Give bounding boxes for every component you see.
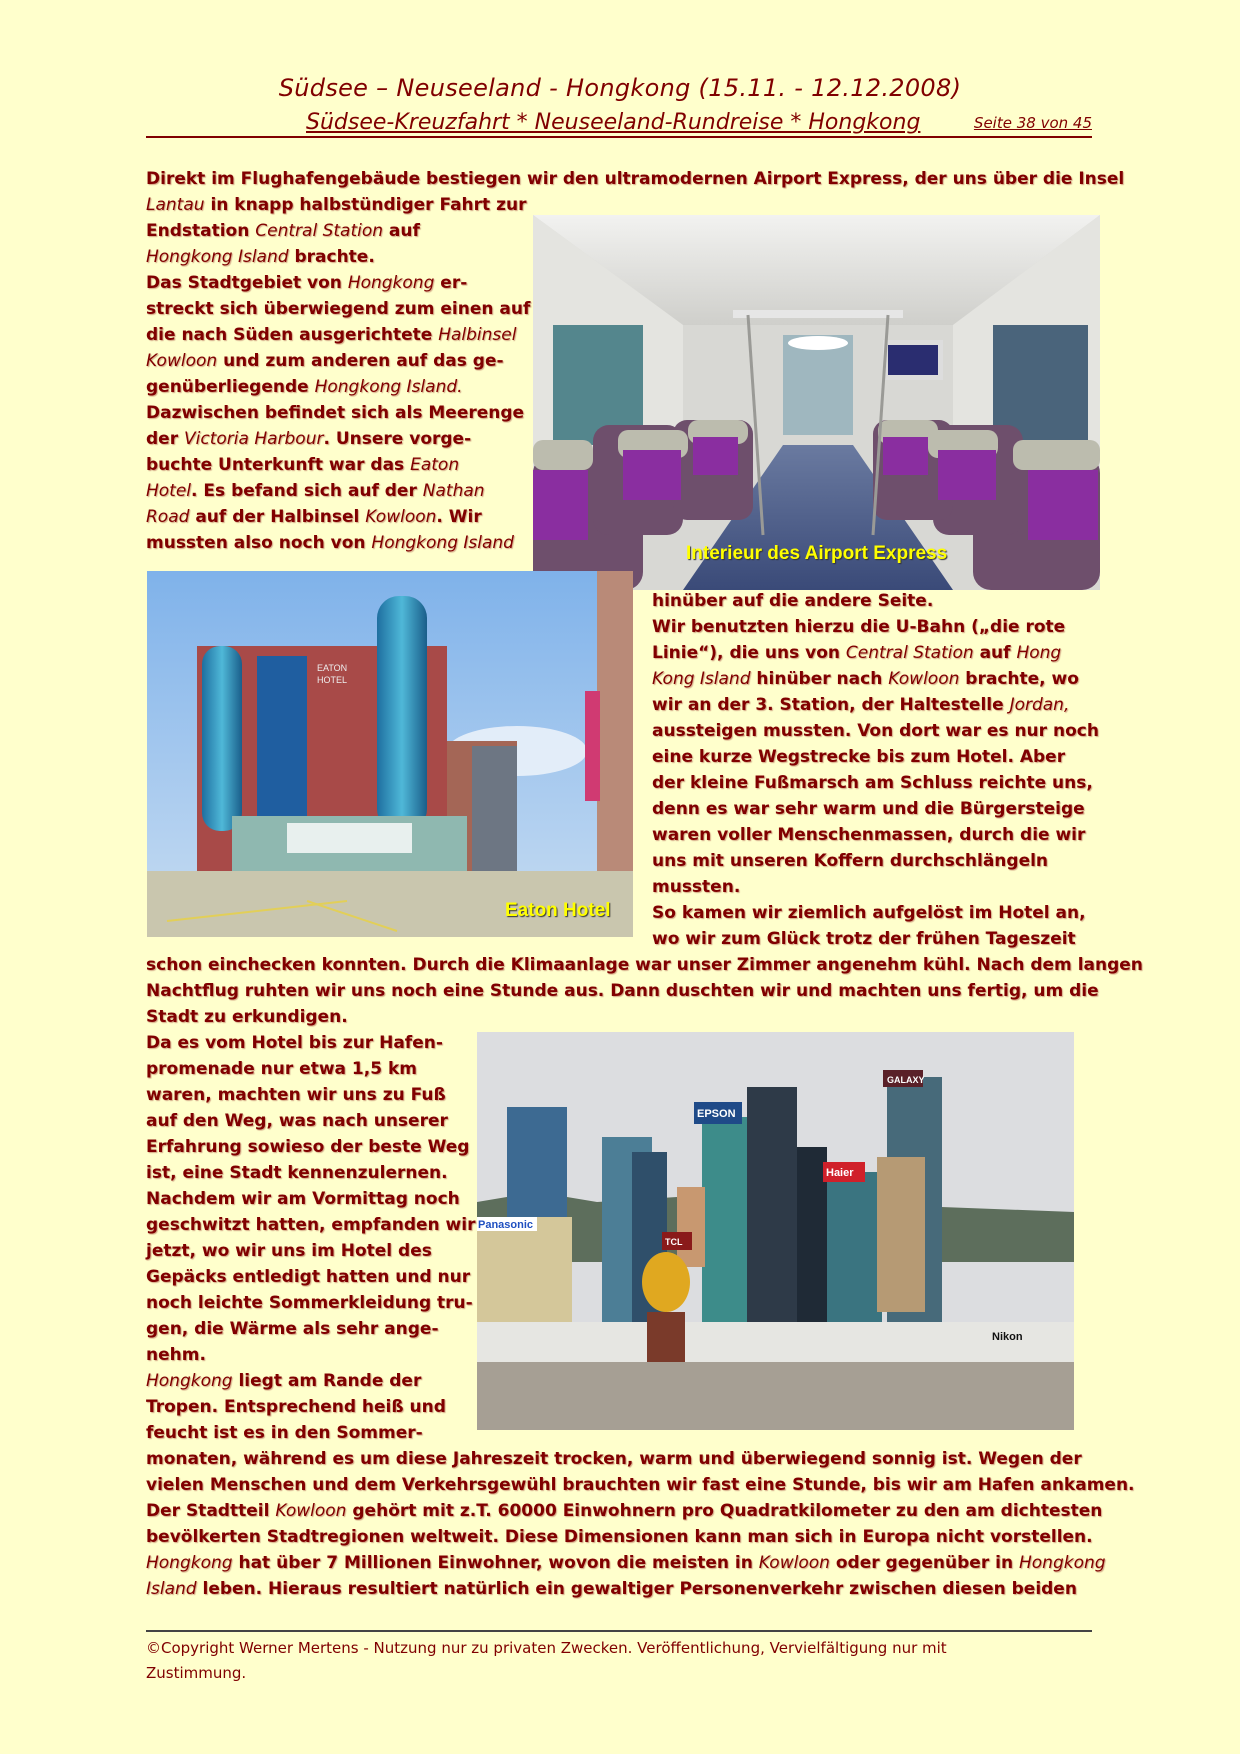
text-line: Hotel. Es befand sich auf der Nathan [146, 481, 485, 501]
text-line: Kong Island hinüber nach Kowloon brachte, wo [652, 669, 1079, 689]
paragraph-promenade [146, 1030, 475, 1446]
hongkong-skyline-photo [477, 1032, 1074, 1430]
italic-place-name: Hongkong [146, 1371, 233, 1391]
text-line: Linie“), die uns von Central Station auf Hong [652, 643, 1062, 663]
italic-place-name: Jordan, [1009, 695, 1070, 715]
text-line: wir an der 3. Station, der Haltestelle Jordan, [652, 695, 1070, 715]
text-line: nehm. [146, 1345, 206, 1365]
text-line: streckt sich überwiegend zum einen auf [146, 299, 531, 319]
text-line: Nachtflug ruhten wir uns noch eine Stunde aus. Dann duschten wir und machten uns fertig, um die [146, 981, 1099, 1001]
text-line: jetzt, wo wir uns im Hotel des [146, 1241, 432, 1261]
skyline-illustration [477, 1032, 1074, 1430]
italic-place-name: Island [146, 1579, 197, 1599]
italic-place-name: Halbinsel [438, 325, 517, 345]
text-line: aussteigen mussten. Von dort war es nur noch [652, 721, 1099, 741]
footer-divider [146, 1630, 1092, 1632]
italic-place-name: Kowloon [146, 351, 218, 371]
text-line: Nachdem wir am Vormittag noch [146, 1189, 460, 1209]
text-line: Dazwischen befindet sich als Meerenge [146, 403, 525, 423]
text-line: Gepäcks entledigt hatten und nur [146, 1267, 471, 1287]
copyright-line-1: ©Copyright Werner Mertens - Nutzung nur zu privaten Zwecken. Veröffentlichung, Vervielfältigung nur mit [146, 1639, 947, 1657]
header-subtitle-bar [146, 108, 1092, 138]
text-line: geschwitzt hatten, empfanden wir [146, 1215, 476, 1235]
svg-text:EATON: EATON [317, 663, 348, 673]
text-line: waren, machten wir uns zu Fuß [146, 1085, 446, 1105]
text-line: Stadt zu erkundigen. [146, 1007, 348, 1027]
italic-place-name: Hongkong Island [146, 247, 289, 267]
italic-place-name: Kowloon [365, 507, 437, 527]
italic-place-name: Hotel [146, 481, 192, 501]
text-line: Hongkong hat über 7 Millionen Einwohner, wovon die meisten in Kowloon oder gegenüber in Hongkong [146, 1553, 1106, 1573]
text-line: feucht ist es in den Sommer- [146, 1423, 423, 1443]
text-line: promenade nur etwa 1,5 km [146, 1059, 417, 1079]
page-number: Seite 38 von 45 [973, 114, 1092, 132]
text-line: Erfahrung sowieso der beste Weg [146, 1137, 470, 1157]
copyright-notice [146, 1636, 1046, 1686]
italic-place-name: Kong Island [652, 669, 751, 689]
italic-place-name: Hongkong Island [371, 533, 514, 553]
text-line: gen, die Wärme als sehr ange- [146, 1319, 439, 1339]
text-line: Das Stadtgebiet von Hongkong er- [146, 273, 468, 293]
italic-place-name: Hongkong [1018, 1553, 1106, 1573]
text-line: die nach Süden ausgerichtete Halbinsel [146, 325, 517, 345]
text-line: Road auf der Halbinsel Kowloon. Wir [146, 507, 482, 527]
text-line: Der Stadtteil Kowloon gehört mit z.T. 60000 Einwohnern pro Quadratkilometer zu den am dichtesten [146, 1501, 1103, 1521]
italic-place-name: Lantau [146, 195, 205, 215]
hotel-building-illustration [147, 571, 633, 937]
italic-place-name: Central Station [255, 221, 384, 241]
text-line: Kowloon und zum anderen auf das ge- [146, 351, 504, 371]
paragraph-checkin [146, 952, 1143, 1030]
text-line: bevölkerten Stadtregionen weltweit. Diese Dimensionen kann man sich in Europa nicht vorstellen. [146, 1527, 1093, 1547]
italic-place-name: Road [146, 507, 190, 527]
text-line: uns mit unseren Koffern durchschlängeln [652, 851, 1049, 871]
text-line: ist, eine Stadt kennenzulernen. [146, 1163, 448, 1183]
text-line: mussten also noch von Hongkong Island [146, 533, 514, 553]
text-line: der kleine Fußmarsch am Schluss reichte uns, [652, 773, 1093, 793]
italic-place-name: Central Station [845, 643, 974, 663]
text-line: Wir benutzten hierzu die U-Bahn („die rote [652, 617, 1066, 637]
italic-place-name: Hongkong [146, 1553, 233, 1573]
text-line: Lantau in knapp halbstündiger Fahrt zur [146, 195, 527, 215]
sign-tcl: TCL [665, 1237, 683, 1247]
document-subtitle: Südsee-Kreuzfahrt * Neuseeland-Rundreise * Hongkong [306, 110, 921, 135]
text-line: waren voller Menschenmassen, durch die wir [652, 825, 1086, 845]
text-line: eine kurze Wegstrecke bis zum Hotel. Aber [652, 747, 1066, 767]
text-line: der Victoria Harbour. Unsere vorge- [146, 429, 472, 449]
train-interior-illustration [533, 215, 1100, 590]
text-line: Hongkong Island brachte. [146, 247, 375, 267]
paragraph-ubahn [652, 588, 1099, 952]
italic-place-name: Kowloon [275, 1501, 347, 1521]
text-line: mussten. [652, 877, 741, 897]
italic-place-name: Hongkong [347, 273, 435, 293]
airport-express-photo [533, 215, 1100, 590]
italic-place-name: Victoria Harbour [184, 429, 324, 449]
text-line: noch leichte Sommerkleidung tru- [146, 1293, 473, 1313]
text-line: vielen Menschen und dem Verkehrsgewühl brauchten wir fast eine Stunde, bis wir am Hafen ankamen. [146, 1475, 1135, 1495]
italic-place-name: Hongkong Island. [314, 377, 463, 397]
sign-galaxy: GALAXY [887, 1075, 925, 1085]
text-line: auf den Weg, was nach unserer [146, 1111, 448, 1131]
document-title: Südsee – Neuseeland - Hongkong (15.11. - 12.12.2008) [278, 74, 962, 102]
text-line: Direkt im Flughafengebäude bestiegen wir den ultramodernen Airport Express, der uns über die Insel [146, 169, 1125, 189]
text-line: Da es vom Hotel bis zur Hafen- [146, 1033, 443, 1053]
text-line: denn es war sehr warm und die Bürgersteige [652, 799, 1085, 819]
sign-epson: EPSON [697, 1108, 736, 1120]
text-line: Island leben. Hieraus resultiert natürlich ein gewaltiger Personenverkehr zwischen diesen beiden [146, 1579, 1077, 1599]
italic-place-name: Nathan [422, 481, 485, 501]
hotel-photo-caption: Eaton Hotel [505, 900, 611, 921]
text-line: Tropen. Entsprechend heiß und [146, 1397, 446, 1417]
sign-haier: Haier [826, 1167, 854, 1179]
text-line: wo wir zum Glück trotz der frühen Tageszeit [652, 929, 1076, 949]
text-line: hinüber auf die andere Seite. [652, 591, 934, 611]
text-line: schon einchecken konnten. Durch die Klimaanlage war unser Zimmer angenehm kühl. Nach dem langen [146, 955, 1143, 975]
italic-place-name: Kowloon [888, 669, 960, 689]
copyright-line-2: Zustimmung. [146, 1664, 247, 1682]
text-line: buchte Unterkunft war das Eaton [146, 455, 460, 475]
text-line: monaten, während es um diese Jahreszeit trocken, warm und überwiegend sonnig ist. Wegen der [146, 1449, 1082, 1469]
text-line: Hongkong liegt am Rande der [146, 1371, 422, 1391]
text-line: Endstation Central Station auf [146, 221, 420, 241]
italic-place-name: Kowloon [758, 1553, 830, 1573]
text-line: So kamen wir ziemlich aufgelöst im Hotel an, [652, 903, 1086, 923]
airport-photo-caption: Interieur des Airport Express [686, 543, 948, 564]
sign-nikon: Nikon [992, 1331, 1023, 1343]
italic-place-name: Eaton [410, 455, 460, 475]
sign-panasonic: Panasonic [478, 1219, 534, 1231]
paragraph-population [146, 1446, 1135, 1602]
italic-place-name: Hong [1016, 643, 1062, 663]
eaton-hotel-photo [147, 571, 633, 937]
svg-text:HOTEL: HOTEL [317, 675, 348, 685]
text-line: genüberliegende Hongkong Island. [146, 377, 463, 397]
